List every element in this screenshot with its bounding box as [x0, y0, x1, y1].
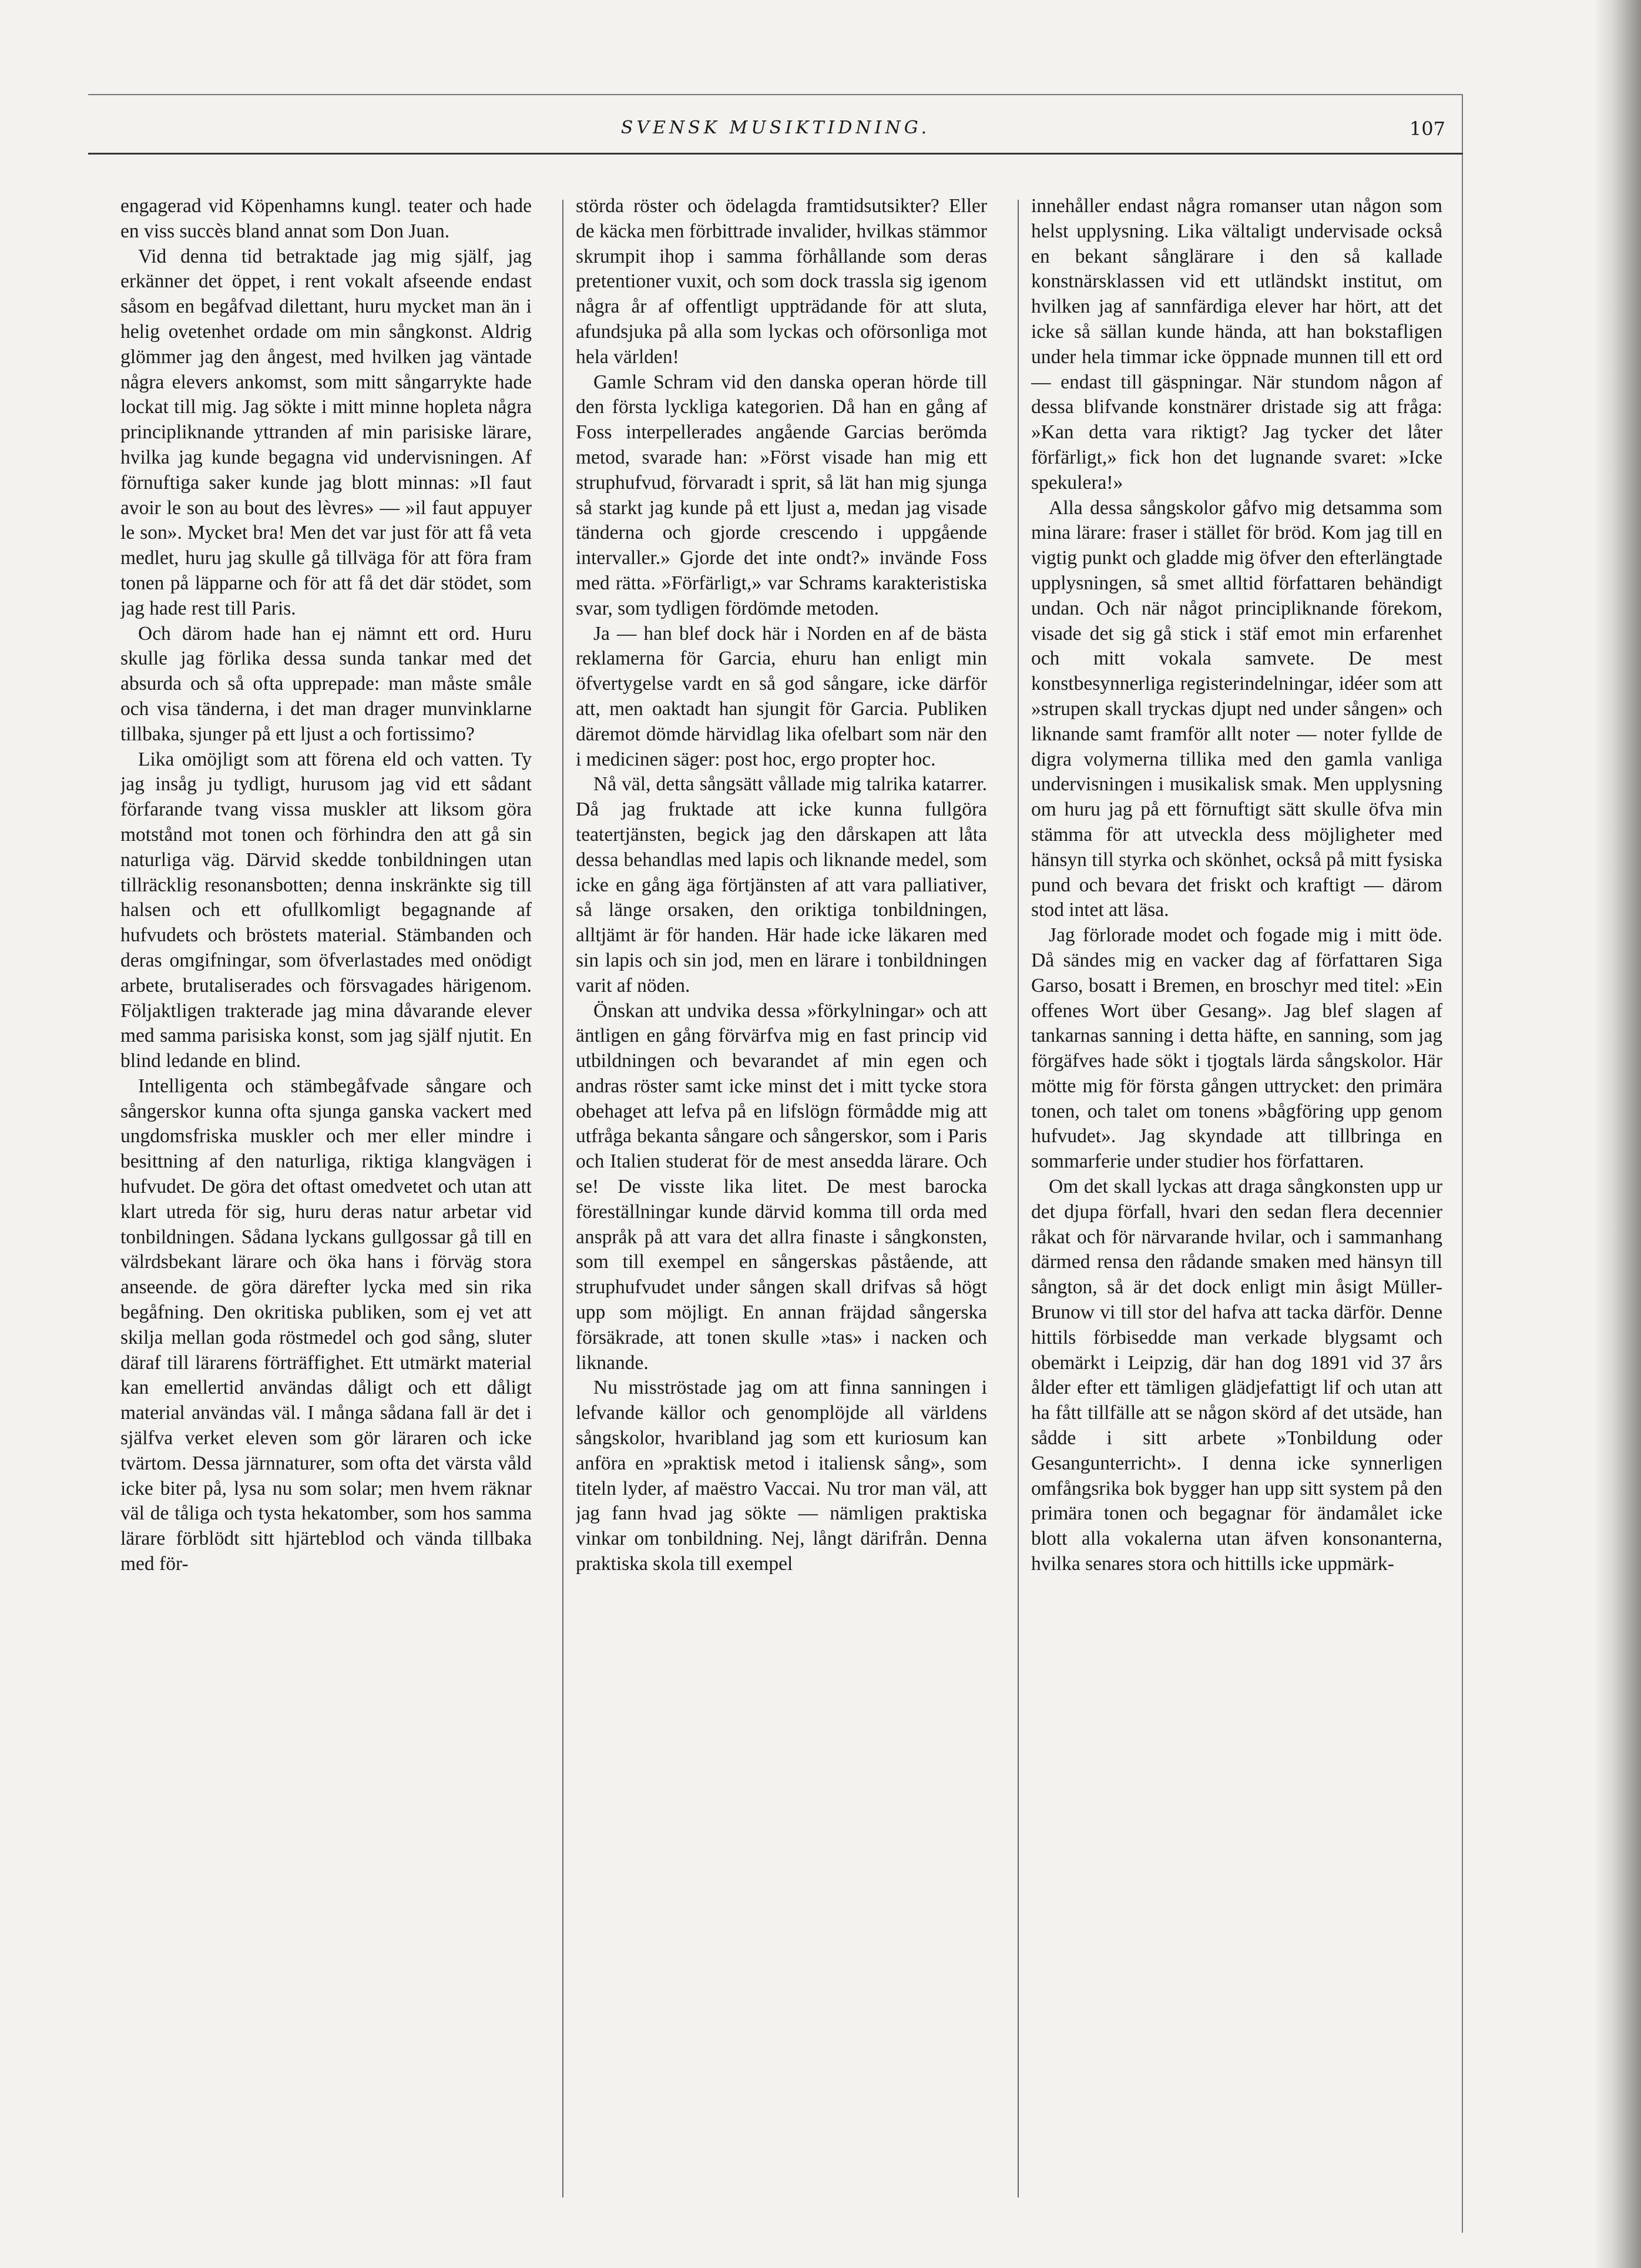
paragraph: Nu misströstade jag om att finna sanningen i lefvande källor och genomplöjde all världens sångskolor, hvaribland jag som ett kuriosum kan anföra en »praktisk metod i italiensk sång», som titeln lyder, af maëstro Vaccai. Nu tror man väl, att jag fann hvad jag sökte — nämligen praktiska vinkar om tonbildning. Nej, långt därifrån. Denna praktiska skola till exempel [576, 1377, 987, 1575]
paragraph: Lika omöjligt som att förena eld och vatten. Ty jag insåg ju tydligt, hurusom jag vid ett sådant förfarande tvang vissa muskler att liksom göra motstånd mot tonen och förhindra den att gå sin naturliga väg. Därvid skedde tonbildningen utan tillräcklig resonansbotten; denna inskränkte sig till halsen och ett ofullkomligt begagnande af hufvudets och bröstets material. Stämbanden och deras omgifningar, som öfverlastades med onödigt arbete, brutaliserades och försvagades härigenom. Följaktligen trakterade jag mina dåvarande elever med samma parisiska konst, som jag själf njutit. En blind ledande en blind. [120, 748, 532, 1072]
paragraph: Och därom hade han ej nämnt ett ord. Huru skulle jag förlika dessa sunda tankar med det absurda och så ofta upprepade: man måste småle och visa tänderna, i det man drager munvinklarne tillbaka, sjunger på ett ljust a och fortissimo? [120, 622, 532, 745]
column-rule [562, 200, 563, 2197]
paragraph: Gamle Schram vid den danska operan hörde till den första lyckliga kategorien. Då han en gång af Foss interpellerades angående Garcias berömda metod, svarade han: »Först visade han mig ett struphufvud, förvaradt i sprit, så lät han mig sjunga så starkt jag kunde på ett ljust a, medan jag visade tänderna och gjorde crescendo i uppgående intervaller.» Gjorde det inte ondt?» invände Foss med rätta. »Förfärligt,» var Schrams karakteristiska svar, som tydligen fördömde metoden. [576, 371, 987, 619]
paragraph: Om det skall lyckas att draga sångkonsten upp ur det djupa förfall, hvari den sedan flera decennier råkat och för närvarande hvilar, och i sammanhang därmed rensa den rådande smaken med hänsyn till sångton, så är det dock enligt min åsigt Müller-Brunow vi till stor del hafva att tacka därför. Denne hittils förbisedde man verkade blygsamt och obemärkt i Leipzig, där han dog 1891 vid 37 års ålder efter ett tämligen glädjefattigt lif och utan att ha fått tillfälle att se någon skörd af det utsäde, han sådde i sitt arbete »Tonbildung oder Gesangunterricht». I denna icke synnerligen omfångsrika bok bygger han upp sitt system på den primära tonen och begagnar för ändamålet icke blott alla vokalerna utan äfven konsonanterna, hvilka senares stora och hittills icke uppmärk- [1031, 1176, 1442, 1575]
running-title: SVENSK MUSIKTIDNING. [620, 118, 931, 138]
paragraph: engagerad vid Köpenhamns kungl. teater och hade en viss succès bland annat som Don Juan. [120, 195, 532, 242]
page-number: 107 [1409, 118, 1445, 140]
paragraph: Nå väl, detta sångsätt vållade mig talrika katarrer. Då jag fruktade att icke kunna fullgöra teatertjänsten, begick jag den dårskapen att låta dessa behandlas med lapis och liknande medel, som icke en gång äga förtjänsten af att vara palliativer, så länge orsaken, den oriktiga tonbildningen, alltjämt är för handen. Här hade icke läkaren med sin lapis och sin jod, men en lärare i tonbildningen varit af nöden. [576, 773, 987, 997]
column-1 [120, 194, 532, 2180]
paragraph: störda röster och ödelagda framtidsutsikter? Eller de käcka men förbittrade invalider, hvilkas stämmor skrumpit ihop i samma förhållande som deras pretentioner vuxit, och som dock trassla sig igenom några år af offentligt uppträdande för att sluta, afundsjuka på alla som lyckas och oförsonliga mot hela världen! [576, 195, 987, 368]
paragraph: Ja — han blef dock här i Norden en af de bästa reklamerna för Garcia, ehuru han enligt min öfvertygelse vardt en så god sångare, icke därför att, men oaktadt han sjungit för Garcia. Publiken däremot dömde härvidlag lika ofelbart som när den i medicinen säger: post hoc, ergo propter hoc. [576, 622, 987, 770]
paragraph: innehåller endast några romanser utan någon som helst upplysning. Lika vältaligt undervisade också en bekant sånglärare i den så kallade konstnärsklassen vid ett utländskt institut, om hvilken jag af sannfärdiga elever har hört, att det icke så sällan kunde hända, att han bokstafligen under hela timmar icke öppnade munnen till ett ord — endast till gäspningar. När stundom någon af dessa blifvande konstnärer dristade sig att fråga: »Kan detta vara riktigt? Jag tycker det låter förfärligt,» fick hon det lugnande svaret: »Icke spekulera!» [1031, 195, 1442, 494]
column-rule [1018, 200, 1019, 2197]
paragraph: Alla dessa sångskolor gåfvo mig detsamma som mina lärare: fraser i stället för bröd. Kom jag till en vigtig punkt och gladde mig öfver den efterlängtade upplysningen, så smet alltid författaren behändigt undan. Och när något principliknande förekom, visade det sig gå stick i stäf emot min erfarenhet och mitt vokala samvete. De mest konstbesynnerliga registerindelningar, idéer som att »strupen skall tryckas djupt ned under sången» och liknande samt framför allt noter — noter fyllde de digra volymerna tillika med den gamla vanliga undervisningen i musikalisk smak. Men upplysning om huru jag på ett förnuftigt sätt skulle öfva min stämma för att utveckla dess möjligheter med hänsyn till styrka och skönhet, också på mitt fysiska pund och bevara det friskt och kraftigt — därom stod intet att läsa. [1031, 496, 1442, 921]
page-header [88, 118, 1463, 155]
journal-page [88, 94, 1463, 2244]
column-3 [1031, 194, 1442, 2180]
paragraph: Önskan att undvika dessa »förkylningar» och att äntligen en gång förvärfva mig en fast princip vid utbildningen och bevarandet af min egen och andras röster samt icke minst det i mitt tycke stora obehaget att lefva på en lifslögn förmådde mig att utfråga bekanta sångare och sångerskor, som i Paris och Italien studerat för de mest ansedda lärare. Och se! De visste lika litet. De mest barocka föreställningar kunde därvid komma till orda med anspråk på att vara det allra finaste i sångkonsten, som till exempel en sångerskas påstående, att struphufvudet under sången skall drifvas så högt upp som möjligt. En annan fräjdad sångerska försäkrade, att tonen skulle »tas» i nacken och liknande. [576, 999, 987, 1374]
paragraph: Intelligenta och stämbegåfvade sångare och sångerskor kunna ofta sjunga ganska vackert med ungdomsfriska muskler och mer eller mindre i besittning af den naturliga, riktiga klangvägen i hufvudet. De göra det oftast omedvetet och utan att klart utreda för sig, huru deras natur arbetar vid tonbildningen. Sådana lyckans gullgossar gå till en välrdsbekant lärare och öka hans i förväg stora anseende. de göra därefter lycka med sin rika begåfning. Den okritiska publiken, som ej vet att skilja mellan goda röstmedel och god sång, sluter däraf till lärarens förträffighet. Ett utmärkt material kan emellertid användas dåligt och ett dåligt material användas väl. I många sådana fall är det i själfva verket eleven som gör läraren och icke tvärtom. Dessa järnnaturer, som ofta det värsta våld icke biter på, lysa nu som solar; men hvem räknar väl de tåliga och tysta hekatomber, som hos samma lärare förblödt sitt hjärteblod och vända tillbaka med för- [120, 1075, 532, 1575]
paragraph: Jag förlorade modet och fogade mig i mitt öde. Då sändes mig en vacker dag af författaren Siga Garso, bosatt i Bremen, en broschyr med titel: »Ein offenes Wort über Gesang». Jag blef slagen af tankarnas sanning i detta häfte, en sanning, som jag förgäfves hade sökt i tjogtals lärda sångskolor. Här mötte mig för första gången uttrycket: den primära tonen, och talet om tonens »bågföring upp genom hufvudet». Jag skyndade att tillbringa en sommarferie under studier hos författaren. [1031, 924, 1442, 1173]
column-2 [576, 194, 987, 2180]
text-columns [120, 194, 1442, 2180]
page-edge-shadow [1594, 0, 1641, 2268]
paragraph: Vid denna tid betraktade jag mig själf, jag erkänner det öppet, i rent vokalt afseende endast såsom en begåfvad dilettant, huru mycket man än i helig ovetenhet ordade om min sångkonst. Aldrig glömmer jag den ångest, med hvilken jag väntade några elevers ankomst, som mitt sångarrykte hade lockat till mig. Jag sökte i mitt minne hopleta några principliknande yttranden af min parisiske lärare, hvilka jag kunde begagna vid undervisningen. Af förnuftiga saker kunde jag blott minnas: »Il faut avoir le son au bout des lèvres» — »il faut appuyer le son». Mycket bra! Men det var just för att få veta medlet, huru jag skulle gå tillväga för att föra fram tonen på läpparne och för att få det där stödet, som jag hade rest till Paris. [120, 245, 532, 619]
